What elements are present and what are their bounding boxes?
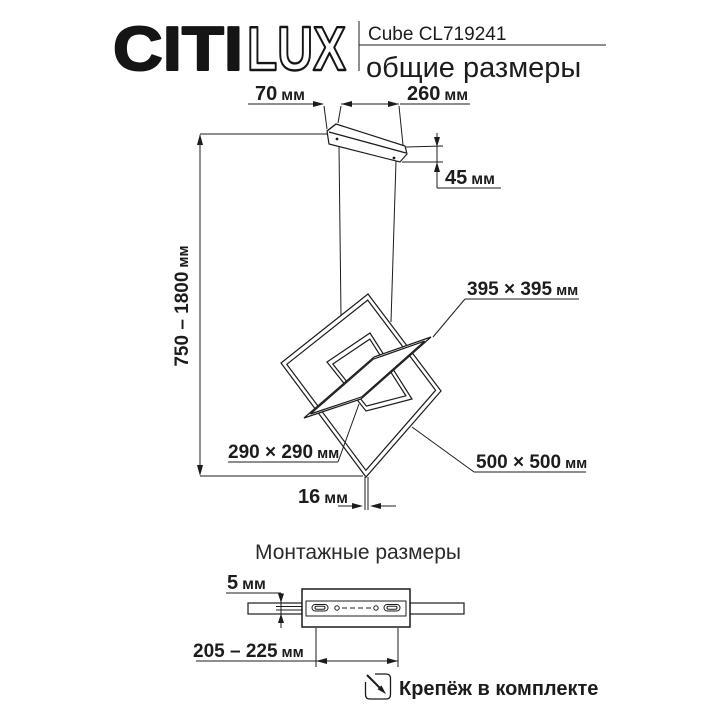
dim-plate-thickness: 5 мм [227,572,266,594]
dim-frame-small: 290 × 290 мм [228,442,340,463]
mounting-bar-right [410,603,464,614]
mounting-bar-left [248,603,302,614]
brand-logo-lux: LUX [247,15,346,84]
dim-canopy-length: 260 мм [407,83,469,105]
product-title: Cube CL719241 [368,24,507,45]
dim-canopy-offset: 70 мм [255,83,305,105]
dim-rod-width: 16 мм [298,486,348,508]
mounting-section-title: Монтажные размеры [255,541,461,564]
fasteners-included-icon [366,674,391,699]
canopy-screw-left [336,138,339,141]
dim-suspension-height: 750 – 1800мм [172,245,193,367]
leader-frame-medium [433,299,579,337]
bottom-rod [365,477,368,510]
dim-frame-large: 500 × 500 мм [476,452,588,473]
page-subtitle: общие размеры [366,52,582,84]
dim-mounting-distance: 205 – 225 мм [193,641,304,662]
brand-logo-citi: CITI [113,15,243,84]
dim-frame-medium: 395 × 395 мм [467,279,579,300]
canopy-screw-right [393,157,396,160]
fasteners-included-note: Крепёж в комплекте [399,678,599,700]
dim-canopy-height: 45 мм [445,167,495,189]
mounting-plate [302,589,410,627]
suspension-wire-left [339,147,341,316]
suspension-wire-right [391,161,396,322]
